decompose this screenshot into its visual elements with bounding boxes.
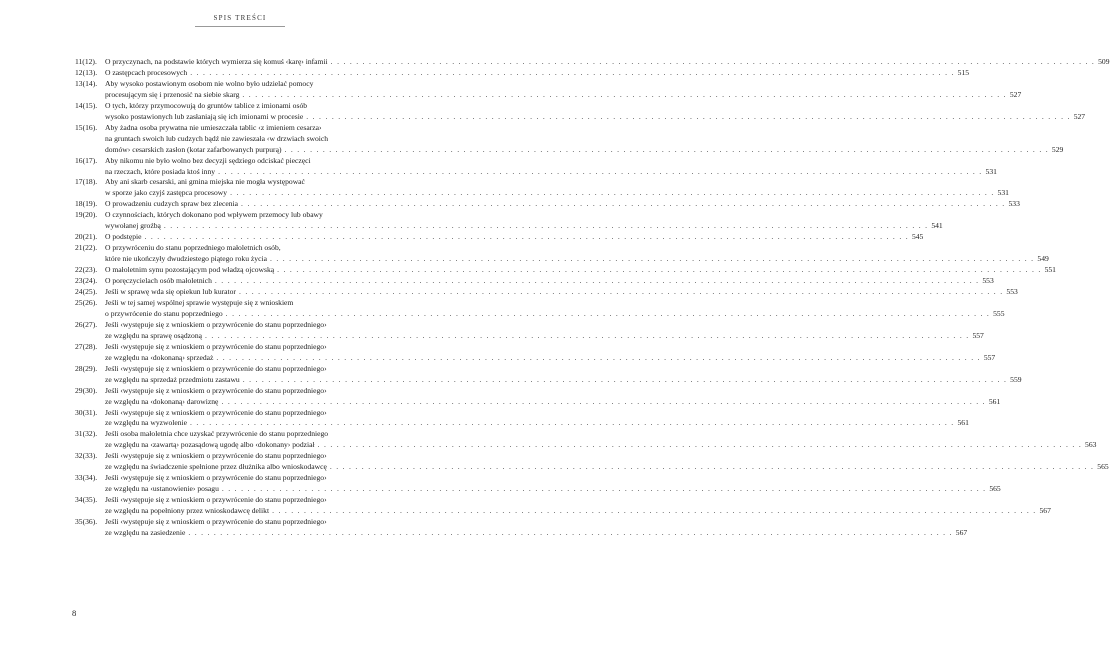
toc-entry (75, 67, 970, 79)
toc-entry-number: 32(33). (75, 451, 98, 461)
toc-entry-title (105, 517, 968, 539)
toc-entry (75, 199, 1020, 210)
toc-entry-number: 24(25). (75, 287, 98, 297)
toc-entry-title-line: Jeśli ‹występuje się z wnioskiem o przywrócenie do stanu poprzedniego› (105, 319, 327, 329)
toc-entry-title-line: O przywróceniu do stanu poprzedniego małoletnich osób, (105, 243, 281, 253)
toc-entry-page: 527 (1009, 89, 1022, 99)
dot-leader: . . . . . . . . . . . . . . . . . . . . . . . . . . . . . . . . . . . . . . . . . . . . . . . . . . . . . . . . . . . . . . . . . . . . . . . . . . . . . . . . . . . . . . . . . . . . . . . . . . . . . . . . . . . . . . . . . . . . . . . . (242, 89, 1007, 99)
toc-entry-title-line: Jeśli w sprawę wda się opiekun lub kurator (105, 287, 236, 297)
toc-entry-last-line (105, 287, 1018, 298)
toc-entry-title (105, 495, 1051, 517)
toc-entry-page: 553 (1006, 287, 1018, 297)
dot-leader: . . . . . . . . . . . . . . . . . . . . . . . . . . . . . . . . . . . . . . . . . . . . . . . . . . . . . . . . . . . . . . . . . . . . . . . . . . . . . . . . . . . . . . . . . . . . . . . . . . . . . . . . . . . . . . . . . . . . . . . . (306, 111, 1071, 121)
dot-leader: . . . . . . . . . . . . . . . . . . . . . . . . . . . . . . . . . . . . . . . . . . . . . . . . . . . . . . . . . . . . . . . . . . . . . . . . . . . . . . . . . . . . . . . . . . . . . . . . . . . . . . . . . . . . . . . . . . . . . . . . (269, 254, 1035, 264)
dot-leader: . . . . . . . . . . . . . . . . . . . . . . . . . . . . . . . . . . . . . . . . . . . . . . . . . . . . . . . . . . . . . . . . . . . . . . . . . . . . . . . . . . . . . . . . . . . . . . . . . . . . . . . . . . . . . . . . . . . . . . . . (242, 374, 1008, 384)
toc-entry-page: 567 (955, 527, 968, 537)
toc-entry-last-line (105, 308, 1005, 320)
toc-entry-title (105, 276, 994, 287)
toc-entry (75, 517, 968, 539)
toc-entry-page: 553 (982, 276, 994, 286)
toc-entry-title (105, 319, 984, 342)
toc-entry-title (105, 100, 1086, 123)
dot-leader: . . . . . . . . . . . . . . . . . . . . . . . . . . . . . . . . . . . . . . . . . . . . . . . . . . . . . . . . . . . . . . . . . . . . . . . . . . . . . . . . . . . . . . . . . . . . . . . . . . . . . . . . . . . . . . . . . . . . . . . . (205, 330, 970, 340)
toc-entry-page: 531 (997, 188, 1009, 198)
toc-entry (75, 210, 943, 232)
toc-entry (75, 265, 1056, 276)
toc-entry (75, 407, 969, 430)
toc-entry-number: 29(30). (75, 385, 98, 395)
toc-entry-title-line: wywołanej groźbą (105, 221, 161, 231)
dot-leader: . . . . . . . . . . . . . . . . . . . . . . . . . . . . . . . . . . . . . . . . . . . . . . . . . . . . . . . . . . . . . . . . . . . . . . . . . . . . . . . . . . . . . . . . . . . . . . . . . . . . . . . . . . . . . . . . . . . . . . . . (225, 308, 991, 318)
toc-entry-last-line (105, 254, 1049, 265)
toc-entry-number: 11(12). (75, 57, 97, 66)
toc-entry-title (105, 287, 1018, 298)
toc-entry (75, 100, 1086, 123)
toc-entry-title (105, 78, 1022, 101)
dot-leader: . . . . . . . . . . . . . . . . . . . . . . . . . . . . . . . . . . . . . . . . . . . . . . . . . . . . . . . . . . . . . . . . . . . . . . . . . . . . . . . . . . . . . . . . . . . . . . . . . . . . . . . . . . . . . . . . . . . . . . . . (190, 418, 955, 428)
toc-entry-page: 567 (1039, 506, 1051, 516)
toc-entry-page: 549 (1037, 254, 1049, 264)
toc-entry-title-line: Aby żadna osoba prywatna nie umieszczała tablic ‹z imieniem cesarza› (105, 122, 322, 132)
toc-entry-page: 563 (1085, 440, 1097, 450)
toc-entry-page: 565 (1097, 462, 1109, 472)
toc-entry-number: 27(28). (75, 341, 98, 351)
dot-leader: . . . . . . . . . . . . . . . . . . . . . . . . . . . . . . . . . . . . . . . . . . . . . . . . . . . . . . . . . . . . . . . . . . . . . . . . . . . . . . . . . . . . . . . . . . . . . . . . . . . . . . . . . . . . . . . . . . . . . . . . (330, 57, 1096, 66)
toc-entry (75, 57, 1110, 68)
toc-entry-title (105, 155, 997, 178)
toc-entry-last-line (105, 396, 1001, 408)
dot-leader: . . . . . . . . . . . . . . . . . . . . . . . . . . . . . . . . . . . . . . . . . . . . . . . . . . . . . . . . . . . . . . . . . . . . . . . . . . . . . . . . . . . . . . . . . . . . . . . . . . . . . . . . . . . . . . . . . . . . . . . . (163, 221, 929, 231)
toc-entry-title-line: O podstępie (105, 232, 142, 242)
toc-entry-last-line (105, 265, 1056, 276)
toc-entry-number: 28(29). (75, 363, 98, 373)
toc-entry-number: 19(20). (75, 210, 98, 220)
toc-entry-page: 565 (989, 484, 1001, 494)
dot-leader: . . . . . . . . . . . . . . . . . . . . . . . . . . . . . . . . . . . . . . . . . . . . . . . . . . . . . . . . . . . . . . . . . . . . . . . . . . . . . . . . . . . . . . . . . . . . . . . . . . . . . . . . . . . . . . . . . . . . . . . . (238, 287, 1004, 297)
toc-entry-last-line (105, 111, 1086, 123)
toc-entry-last-line (105, 221, 943, 232)
dot-leader: . . . . . . . . . . . . . . . . . . . . . . . . . . . . . . . . . . . . . . . . . . . . . . . . . . . . . . . . . . . . . . . . . . . . . . . . . . . . . . . . . . . . . . . . . . . . . . . . . . . . . . . . . . . . . . . . . . . . . . . . (144, 232, 909, 242)
toc-entry-title (105, 385, 1001, 408)
toc-entry-last-line (105, 440, 1097, 451)
toc-entry-title (105, 210, 943, 232)
toc-entry-number: 18(19). (75, 199, 98, 209)
toc-entry-title (105, 297, 1005, 320)
toc-entry-last-line (105, 506, 1051, 517)
toc-entry (75, 177, 1009, 199)
dot-leader: . . . . . . . . . . . . . . . . . . . . . . . . . . . . . . . . . . . . . . . . . . . . . . . . . . . . . . . . . . . . . . . . . . . . . . . . . . . . . . . . . . . . . . . . . . . . . . . . . . . . . . . . . . . . . . . . . . . . . . . . (241, 199, 1006, 209)
toc-entry-title-line: ze względu na zasiedzenie (105, 527, 186, 537)
toc-entry-page: 551 (1044, 265, 1056, 275)
toc-entry-page: 527 (1073, 111, 1086, 121)
toc-entry-number: 14(15). (75, 100, 98, 110)
toc-entry-last-line (105, 57, 1110, 68)
toc-entry-page: 559 (1010, 374, 1022, 384)
toc-entry (75, 495, 1051, 517)
toc-entry-page: 529 (1051, 144, 1064, 154)
toc-entry (75, 385, 1001, 408)
toc-entry-number: 25(26). (75, 297, 98, 307)
toc-entry-number: 31(32). (75, 429, 98, 439)
toc-entry-last-line (105, 330, 984, 342)
toc-entry (75, 319, 984, 342)
toc-entry-title-line: Jeśli ‹występuje się z wnioskiem o przywrócenie do stanu poprzedniego› (105, 473, 327, 483)
toc-entry-last-line (105, 374, 1022, 386)
dot-leader: . . . . . . . . . . . . . . . . . . . . . . . . . . . . . . . . . . . . . . . . . . . . . . . . . . . . . . . . . . . . . . . . . . . . . . . . . . . . . . . . . . . . . . . . . . . . . . . . . . . . . . . . . . . . . . . . . . . . . . . . (317, 440, 1083, 450)
dot-leader: . . . . . . . . . . . . . . . . . . . . . . . . . . . . . . . . . . . . . . . . . . . . . . . . . . . . . . . . . . . . . . . . . . . . . . . . . . . . . . . . . . . . . . . . . . . . . . . . . . . . . . . . . . . . . . . . . . . . . . . . (218, 166, 983, 176)
dot-leader: . . . . . . . . . . . . . . . . . . . . . . . . . . . . . . . . . . . . . . . . . . . . . . . . . . . . . . . . . . . . . . . . . . . . . . . . . . . . . . . . . . . . . . . . . . . . . . . . . . . . . . . . . . . . . . . . . . . . . . . . (277, 265, 1042, 275)
toc-entry-title (105, 429, 1097, 451)
running-header: SPIS TREŚCI (213, 14, 267, 22)
toc-entry-title (105, 57, 1110, 68)
toc-entry-last-line (105, 462, 1109, 473)
toc-entry-title-line: Jeśli ‹występuje się z wnioskiem o przywrócenie do stanu poprzedniego› (105, 363, 327, 373)
toc-entry-title (105, 473, 1001, 495)
toc-entry-last-line (105, 418, 969, 429)
toc-entry-number: 22(23). (75, 265, 98, 275)
toc-entry-number: 13(14). (75, 78, 98, 88)
dot-leader: . . . . . . . . . . . . . . . . . . . . . . . . . . . . . . . . . . . . . . . . . . . . . . . . . . . . . . . . . . . . . . . . . . . . . . . . . . . . . . . . . . . . . . . . . . . . . . . . . . . . . . . . . . . . . . . . . . . . . . . . (214, 276, 980, 286)
toc-entry-last-line (105, 484, 1001, 495)
toc-entry (75, 287, 1018, 298)
toc-entry-last-line (105, 144, 1064, 156)
toc-entry-last-line (105, 67, 970, 79)
toc-entry-title-line: ze względu na sprawę osądzoną (105, 330, 202, 340)
toc-entry-title (105, 122, 1064, 156)
toc-entry-page: 545 (911, 232, 924, 242)
toc-entry-title (105, 407, 969, 430)
toc-entry-title (105, 243, 1049, 265)
toc-entry-page: 561 (957, 418, 969, 428)
dot-leader: . . . . . . . . . . . . . . . . . . . . . . . . . . . . . . . . . . . . . . . . . . . . . . . . . . . . . . . . . . . . . . . . . . . . . . . . . . . . . . . . . . . . . . . . . . . . . . . . . . . . . . . . . . . . . . . . . . . . . . . . (188, 527, 953, 537)
toc-entry-title-line: O poręczycielach osób małoletnich (105, 276, 212, 286)
toc-entry-last-line (105, 232, 924, 243)
toc-entry-title-line: procesującym się i przenosić na siebie skarg (105, 89, 240, 99)
toc-entry-title (105, 451, 1109, 473)
toc-entry-page: 531 (985, 166, 997, 176)
toc-entry-number: 12(13). (75, 67, 98, 77)
table-of-contents (75, 57, 1110, 539)
toc-entry (75, 276, 994, 287)
dot-leader: . . . . . . . . . . . . . . . . . . . . . . . . . . . . . . . . . . . . . . . . . . . . . . . . . . . . . . . . . . . . . . . . . . . . . . . . . . . . . . . . . . . . . . . . . . . . . . . . . . . . . . . . . . . . . . . . . . . . . . . . (272, 506, 1037, 516)
toc-entry (75, 473, 1001, 495)
toc-entry-number: 16(17). (75, 155, 98, 165)
toc-entry-title-line: ze względu na ‹zawartą› pozasądową ugodę albo ‹dokonany› podział (105, 440, 315, 450)
toc-entry-title-line: O małoletnim synu pozostającym pod władzą ojcowską (105, 265, 275, 275)
toc-entry (75, 155, 997, 178)
toc-entry-title-line: O czynnościach, których dokonano pod wpływem przemocy lub obawy (105, 210, 323, 220)
toc-entry-title-line: Jeśli ‹występuje się z wnioskiem o przywrócenie do stanu poprzedniego› (105, 385, 327, 395)
toc-entry-title-line: Jeśli ‹występuje się z wnioskiem o przywrócenie do stanu poprzedniego› (105, 517, 327, 527)
toc-entry-number: 34(35). (75, 495, 98, 505)
toc-entry-title-line: Jeśli w tej samej wspólnej sprawie występuje się z wnioskiem (105, 297, 294, 307)
toc-entry-title-line: ze względu na ‹ustanowienie› posagu (105, 484, 219, 494)
toc-entry-title (105, 265, 1056, 276)
toc-entry-title-line: Jeśli ‹występuje się z wnioskiem o przywrócenie do stanu poprzedniego› (105, 451, 327, 461)
toc-entry-page: 533 (1008, 199, 1020, 209)
toc-entry-title-line: O zastępcach procesowych (105, 67, 188, 77)
toc-entry-title-line: które nie ukończyły dwudziestego piątego roku życia (105, 254, 267, 264)
toc-entry-last-line (105, 166, 997, 178)
toc-entry-last-line (105, 199, 1020, 210)
toc-entry-title-line: Jeśli ‹występuje się z wnioskiem o przywrócenie do stanu poprzedniego› (105, 341, 327, 351)
toc-entry-last-line (105, 276, 994, 287)
toc-entry-title (105, 177, 1009, 199)
toc-entry (75, 341, 996, 364)
toc-entry-number: 33(34). (75, 473, 98, 483)
dot-leader: . . . . . . . . . . . . . . . . . . . . . . . . . . . . . . . . . . . . . . . . . . . . . . . . . . . . . . . . . . . . . . . . . . . . . . . . . . . . . . . . . . . . . . . . . . . . . . . . . . . . . . . . . . . . . . . . . . . . . . . . (221, 484, 987, 494)
toc-entry-number: 35(36). (75, 517, 98, 527)
toc-entry-title-line: ze względu na sprzedaż przedmiotu zastawu (105, 374, 240, 384)
toc-entry (75, 78, 1022, 101)
toc-entry-number: 15(16). (75, 122, 98, 132)
toc-entry (75, 429, 1097, 451)
toc-entry-title-line: ze względu na ‹dokonaną› darowiznę (105, 396, 219, 406)
toc-entry-last-line (105, 527, 968, 539)
toc-entry-title-line: Aby wysoko postawionym osobom nie wolno było udzielać pomocy (105, 78, 314, 88)
toc-entry-number: 30(31). (75, 407, 98, 417)
toc-entry-page: 541 (931, 221, 943, 231)
toc-entry-title-line: w sporze jako czyjś zastępca procesowy (105, 188, 228, 198)
toc-entry (75, 363, 1022, 386)
toc-entry-title-line: ze względu na wyzwolenie (105, 418, 188, 428)
toc-entry-title (105, 199, 1020, 210)
toc-entry-title-line: Jeśli ‹występuje się z wnioskiem o przywrócenie do stanu poprzedniego› (105, 407, 327, 417)
toc-entry-page: 561 (988, 396, 1001, 406)
page-number: 8 (72, 608, 77, 618)
toc-entry-title-line: Jeśli ‹występuje się z wnioskiem o przywrócenie do stanu poprzedniego› (105, 495, 327, 505)
toc-entry-title-line: Jeśli osoba małoletnia chce uzyskać przywrócenie do stanu poprzedniego (105, 429, 329, 439)
toc-entry-number: 21(22). (75, 243, 98, 253)
toc-entry-title (105, 232, 924, 243)
dot-leader: . . . . . . . . . . . . . . . . . . . . . . . . . . . . . . . . . . . . . . . . . . . . . . . . . . . . . . . . . . . . . . . . . . . . . . . . . . . . . . . . . . . . . . . . . . . . . . . . . . . . . . . . . . . . . . . . . . . . . . . . (221, 396, 986, 406)
toc-entry (75, 232, 924, 243)
toc-entry-last-line (105, 188, 1009, 199)
toc-entry-number: 26(27). (75, 319, 98, 329)
toc-entry-title-line: na rzeczach, które posiada ktoś inny (105, 166, 216, 176)
toc-entry (75, 122, 1064, 156)
toc-entry-title-line: Aby ani skarb cesarski, ani gmina miejska nie mogła występować (105, 177, 305, 187)
dot-leader: . . . . . . . . . . . . . . . . . . . . . . . . . . . . . . . . . . . . . . . . . . . . . . . . . . . . . . . . . . . . . . . . . . . . . . . . . . . . . . . . . . . . . . . . . . . . . . . . . . . . . . . . . . . . . . . . . . . . . . . . (329, 462, 1095, 472)
toc-entry-title (105, 341, 996, 364)
toc-entry (75, 451, 1109, 473)
toc-entry-title-line: O prowadzeniu cudzych spraw bez zlecenia (105, 199, 239, 209)
toc-entry-title-line: wysoko postawionych lub zasłaniają się ich imionami w procesie (105, 111, 304, 121)
toc-entry-page: 555 (993, 308, 1005, 318)
toc-entry-number: 17(18). (75, 177, 98, 187)
toc-entry-title-line: O tych, którzy przymocowują do gruntów tablice z imionami osób (105, 100, 308, 110)
toc-entry-title (105, 363, 1022, 386)
toc-entry-title-line: domów› cesarskich zasłon (kotar zafarbowanych purpurą) (105, 144, 282, 154)
dot-leader: . . . . . . . . . . . . . . . . . . . . . . . . . . . . . . . . . . . . . . . . . . . . . . . . . . . . . . . . . . . . . . . . . . . . . . . . . . . . . . . . . . . . . . . . . . . . . . . . . . . . . . . . . . . . . . . . . . . . . . . . (216, 352, 981, 362)
toc-entry-last-line (105, 89, 1022, 101)
toc-entry-title-line: Aby nikomu nie było wolno bez decyzji sędziego odciskać pieczęci (105, 155, 311, 165)
toc-entry-number: 23(24). (75, 276, 98, 286)
toc-entry-page: 557 (983, 352, 996, 362)
dot-leader: . . . . . . . . . . . . . . . . . . . . . . . . . . . . . . . . . . . . . . . . . . . . . . . . . . . . . . . . . . . . . . . . . . . . . . . . . . . . . . . . . . . . . . . . . . . . . . . . . . . . . . . . . . . . . . . . . . . . . . . . (190, 67, 955, 77)
toc-entry-page: 509 (1098, 57, 1110, 66)
toc-entry-title-line: o przywrócenie do stanu poprzedniego (105, 308, 223, 318)
toc-entry-number: 20(21). (75, 232, 98, 242)
toc-entry-title (105, 67, 970, 79)
dot-leader: . . . . . . . . . . . . . . . . . . . . . . . . . . . . . . . . . . . . . . . . . . . . . . . . . . . . . . . . . . . . . . . . . . . . . . . . . . . . . . . . . . . . . . . . . . . . . . . . . . . . . . . . . . . . . . . . . . . . . . . . (284, 144, 1049, 154)
toc-entry-title-line: ze względu na ‹dokonaną› sprzedaż (105, 352, 214, 362)
toc-entry-title-line: na gruntach swoich lub cudzych bądź nie zawieszała ‹w drzwiach swoich (105, 133, 329, 143)
toc-entry-title-line: O przyczynach, na podstawie których wymierza się komuś ‹karę› infamii (105, 57, 328, 66)
toc-entry-last-line (105, 352, 996, 364)
header-rule (195, 26, 285, 27)
toc-entry-page: 515 (957, 67, 970, 77)
toc-entry-title-line: ze względu na świadczenie spełnione przez dłużnika albo wnioskodawcę (105, 462, 327, 472)
dot-leader: . . . . . . . . . . . . . . . . . . . . . . . . . . . . . . . . . . . . . . . . . . . . . . . . . . . . . . . . . . . . . . . . . . . . . . . . . . . . . . . . . . . . . . . . . . . . . . . . . . . . . . . . . . . . . . . . . . . . . . . . (230, 188, 995, 198)
toc-entry (75, 243, 1049, 265)
toc-entry-page: 557 (972, 330, 984, 340)
toc-entry-title-line: ze względu na popełniony przez wnioskodawcę delikt (105, 506, 270, 516)
toc-entry (75, 297, 1005, 320)
